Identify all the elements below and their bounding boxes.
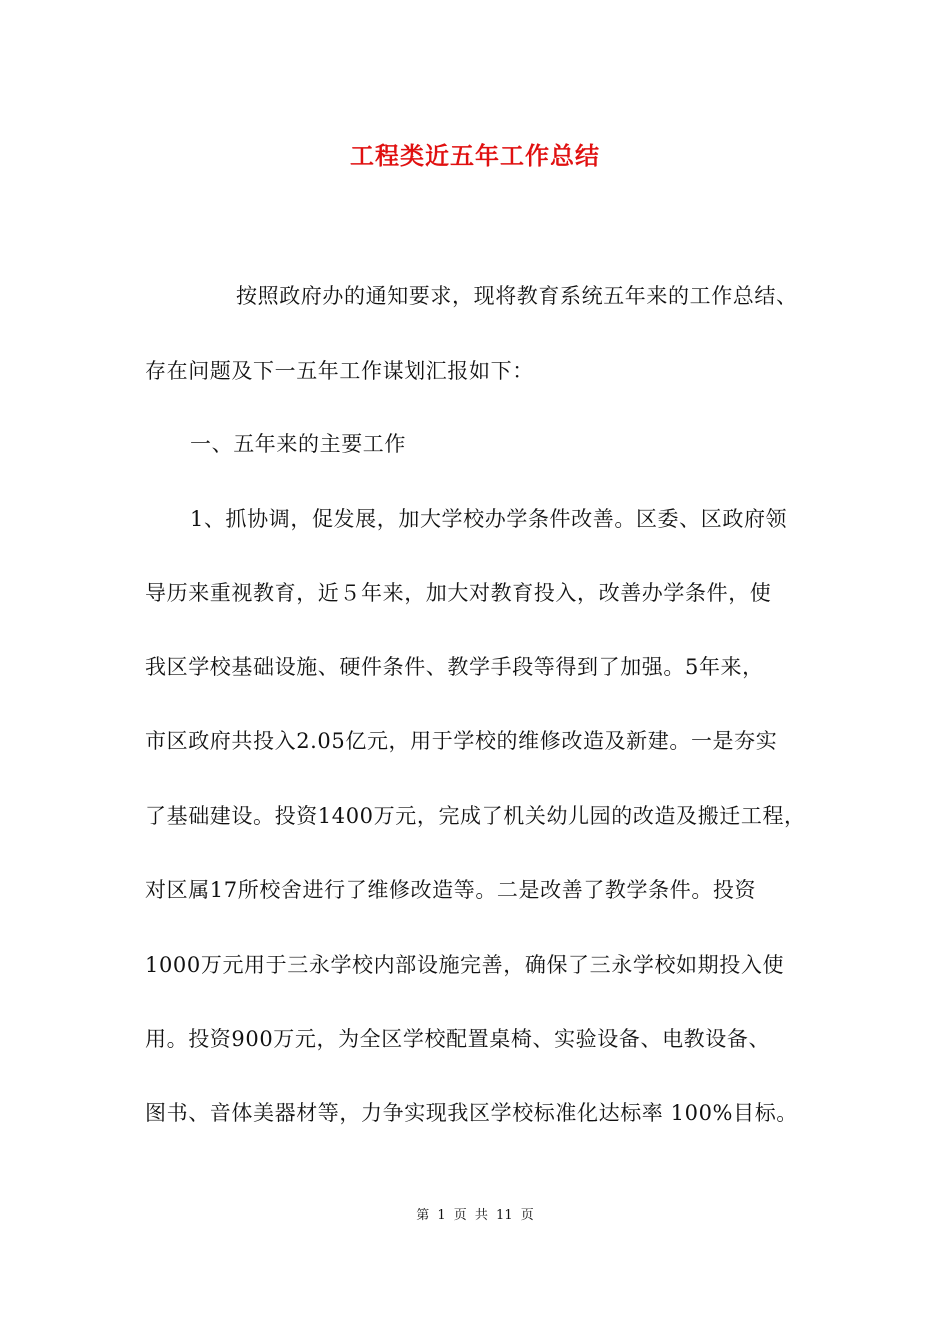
paragraph-line: 1000万元用于三永学校内部设施完善，确保了三永学校如期投入使: [145, 953, 785, 977]
paragraph-line: 对区属17所校舍进行了维修改造等。二是改善了教学条件。投资: [145, 878, 757, 902]
paragraph-line: 按照政府办的通知要求，现将教育系统五年来的工作总结、: [236, 284, 798, 308]
section-heading: 一、五年来的主要工作: [190, 432, 406, 456]
paragraph-line: 导历来重视教育，近５年来，加大对教育投入，改善办学条件，使: [145, 581, 772, 605]
paragraph-line: 图书、音体美器材等，力争实现我区学校标准化达标率 100%目标。: [145, 1101, 798, 1125]
page-number-footer: 第 1 页 共 11 页: [416, 1208, 534, 1223]
paragraph-line: 了基础建设。投资1400万元，完成了机关幼儿园的改造及搬迁工程，: [145, 804, 806, 828]
paragraph-line: 1、抓协调，促发展，加大学校办学条件改善。区委、区政府领: [190, 507, 788, 531]
paragraph-line: 市区政府共投入2.05亿元，用于学校的维修改造及新建。一是夯实: [145, 729, 778, 753]
document-title: 工程类近五年工作总结: [350, 141, 600, 170]
paragraph-line: 存在问题及下一五年工作谋划汇报如下：: [145, 359, 534, 383]
paragraph-line: 我区学校基础设施、硬件条件、教学手段等得到了加强。5年来，: [145, 655, 764, 679]
paragraph-line: 用。投资900万元，为全区学校配置桌椅、实验设备、电教设备、: [145, 1027, 771, 1051]
